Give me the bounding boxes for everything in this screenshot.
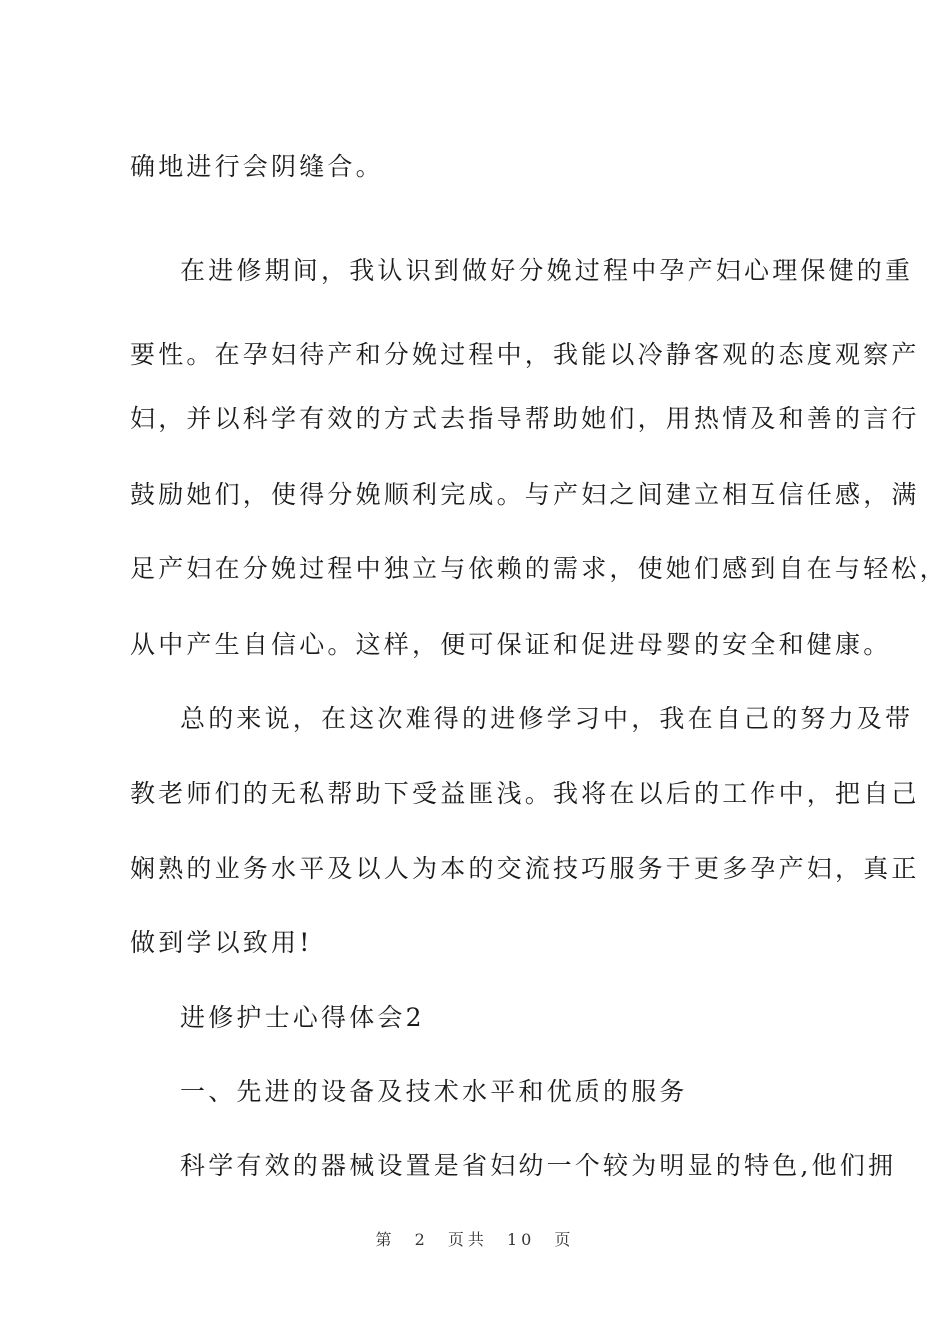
- paragraph-line: 在进修期间，我认识到做好分娩过程中孕产妇心理保健的重: [180, 256, 914, 285]
- subsection-heading: 一、先进的设备及技术水平和优质的服务: [180, 1077, 688, 1106]
- paragraph-line: 教老师们的无私帮助下受益匪浅。我将在以后的工作中，把自己: [130, 779, 920, 808]
- paragraph-line: 做到学以致用!: [130, 928, 313, 957]
- paragraph-line: 足产妇在分娩过程中独立与依赖的需求，使她们感到自在与轻松，: [130, 554, 948, 583]
- paragraph-line: 娴熟的业务水平及以人为本的交流技巧服务于更多孕产妇，真正: [130, 854, 920, 883]
- paragraph-line: 科学有效的器械设置是省妇幼一个较为明显的特色,他们拥: [180, 1151, 897, 1180]
- paragraph-line: 从中产生自信心。这样，便可保证和促进母婴的安全和健康。: [130, 630, 892, 659]
- paragraph-line: 要性。在孕妇待产和分娩过程中，我能以冷静客观的态度观察产: [130, 340, 920, 369]
- paragraph-line: 妇，并以科学有效的方式去指导帮助她们，用热情及和善的言行: [130, 404, 920, 433]
- paragraph-line: 总的来说，在这次难得的进修学习中，我在自己的努力及带: [180, 704, 914, 733]
- paragraph-line: 确地进行会阴缝合。: [130, 152, 384, 181]
- section-heading: 进修护士心得体会2: [180, 1003, 425, 1032]
- page-footer: 第 2 页共 10 页: [375, 1230, 575, 1249]
- paragraph-line: 鼓励她们，使得分娩顺利完成。与产妇之间建立相互信任感，满: [130, 480, 920, 509]
